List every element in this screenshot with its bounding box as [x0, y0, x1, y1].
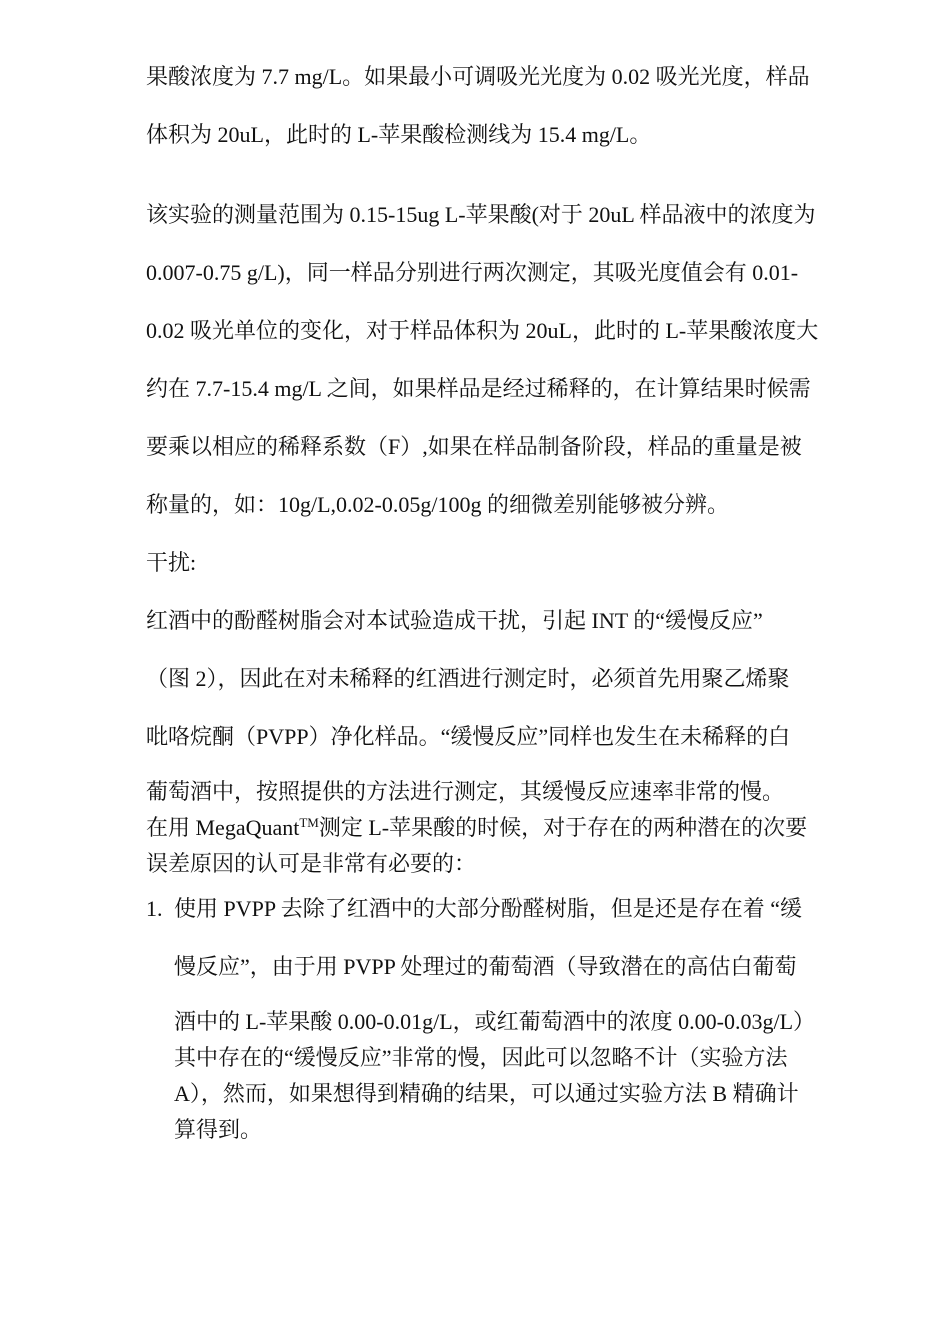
text-line: 要乘以相应的稀释系数（F）,如果在样品制备阶段，样品的重量是被 [146, 434, 802, 459]
text-line: 红酒中的酚醛树脂会对本试验造成干扰，引起 INT 的“缓慢反应” [146, 608, 763, 633]
text-line [146, 810, 876, 846]
text-line: 使用 PVPP 去除了红酒中的大部分酚醛树脂，但是还是存在着 “缓 [174, 896, 803, 921]
text-segment: 测定 L-苹果酸的时候，对于存在的两种潜在的次要 [318, 815, 808, 840]
text-line: 慢反应”，由于用 PVPP 处理过的葡萄酒（导致潜在的高估白葡萄 [174, 954, 797, 979]
text-line: 0.02 吸光单位的变化，对于样品体积为 20uL，此时的 L-苹果酸浓度大 [146, 318, 819, 343]
list-number: 1. [146, 896, 163, 921]
text-line: A），然而，如果想得到精确的结果，可以通过实验方法 B 精确计 [174, 1081, 799, 1106]
text-segment: 在用 MegaQuant [146, 815, 300, 840]
trademark-superscript: TM [299, 815, 319, 830]
paragraph-measurement-range [146, 194, 876, 542]
text-line: 吡咯烷酮（PVPP）净化样品。“缓慢反应”同样也发生在未稀释的白 [146, 724, 791, 749]
paragraph-error-sources [146, 810, 876, 882]
text-line: 算得到。 [174, 1117, 263, 1142]
paragraph-detection-limit [146, 56, 876, 172]
document-page [146, 56, 876, 1148]
text-line: 酒中的 L-苹果酸 0.00-0.01g/L，或红葡萄酒中的浓度 0.00-0.03g/L） [174, 1009, 816, 1034]
interference-heading: 干扰: [146, 550, 197, 575]
text-line: 约在 7.7-15.4 mg/L 之间，如果样品是经过稀释的，在计算结果时候需 [146, 376, 811, 401]
text-line: 果酸浓度为 7.7 mg/L。如果最小可调吸光光度为 0.02 吸光光度，样品 [146, 64, 810, 89]
paragraph-interference [146, 600, 876, 810]
text-line: 该实验的测量范围为 0.15-15ug L-苹果酸(对于 20uL 样品液中的浓度为 [146, 202, 816, 227]
text-line: 误差原因的认可是非常有必要的： [146, 851, 477, 876]
text-line: 0.007-0.75 g/L)，同一样品分别进行两次测定，其吸光度值会有 0.01- [146, 260, 799, 285]
text-line: （图 2），因此在对未稀释的红酒进行测定时，必须首先用聚乙烯聚 [146, 666, 790, 691]
list-item [146, 888, 876, 1148]
text-line: 称量的，如：10g/L,0.02-0.05g/100g 的细微差别能够被分辨。 [146, 492, 729, 517]
text-line: 葡萄酒中，按照提供的方法进行测定，其缓慢反应速率非常的慢。 [146, 779, 785, 804]
text-line: 其中存在的“缓慢反应”非常的慢，因此可以忽略不计（实验方法 [174, 1045, 788, 1070]
text-line: 体积为 20uL，此时的 L-苹果酸检测线为 15.4 mg/L。 [146, 122, 652, 147]
